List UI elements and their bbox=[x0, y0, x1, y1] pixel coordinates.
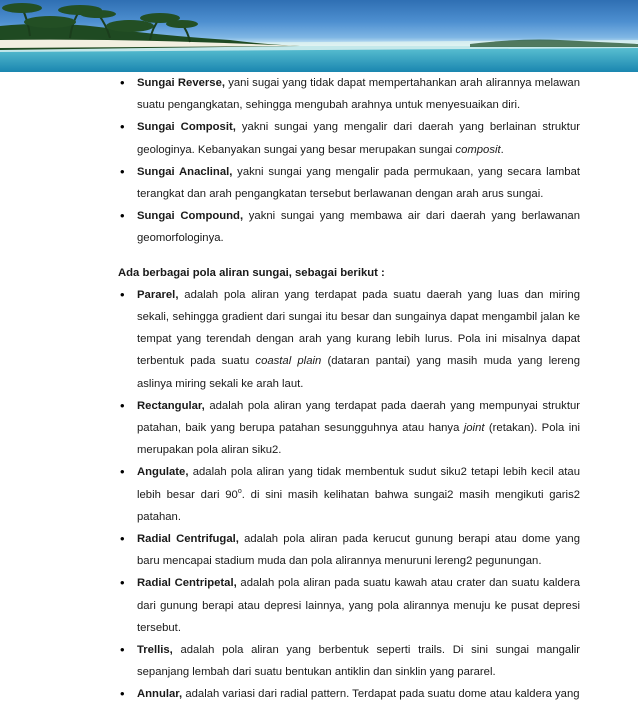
item-description: yani sugai yang tidak dapat mempertahankan arah alirannya melawan suatu pengangkatan, sehingga mengubah arahnya untuk menyesuaikan diri. bbox=[137, 77, 581, 112]
item-term: Pararel, bbox=[137, 288, 179, 301]
item-description-continued: . bbox=[500, 143, 504, 156]
item-term: Rectangular, bbox=[137, 399, 205, 412]
list-item bbox=[118, 528, 580, 572]
item-description-continued: (dataran pantai) yang masih muda yang lereng aslinya miring sekali ke arah laut. bbox=[137, 355, 580, 390]
item-term: Radial Centripetal, bbox=[137, 577, 237, 590]
section-heading: Ada berbagai pola aliran sungai, sebagai berikut : bbox=[118, 266, 385, 279]
item-term: Sungai Reverse, bbox=[137, 77, 225, 89]
item-description: adalah pola aliran yang berbentuk seperti trails. Di sini sungai mangalir sepanjang lembah dari suatu bentukan antiklin dan sinklin yang pararel. bbox=[137, 644, 580, 679]
item-italic-term: composit bbox=[455, 143, 501, 156]
item-description: adalah variasi dari radial pattern. Terdapat pada suatu dome atau kaldera yang bbox=[182, 688, 580, 701]
tropical-beach-illustration bbox=[0, 0, 638, 72]
list-item bbox=[118, 116, 580, 160]
item-term: Annular, bbox=[137, 688, 183, 701]
list-item bbox=[118, 572, 580, 639]
drainage-pattern-list bbox=[118, 284, 580, 706]
item-description: adalah pola aliran pada suatu kawah atau crater dan suatu kaldera dari gunung berapi atau depresi lainnya, yang pola alirannya menuju ke pusat depresi tersebut. bbox=[137, 577, 580, 634]
item-term: Angulate, bbox=[137, 466, 189, 479]
item-description: yakni sungai yang membawa air dari daerah yang berlawanan geomorfologinya. bbox=[137, 210, 580, 245]
item-description-continued: (retakan). Pola ini merupakan pola aliran siku2. bbox=[137, 422, 580, 457]
list-item bbox=[118, 395, 580, 462]
document-body bbox=[118, 72, 580, 706]
river-type-list bbox=[118, 72, 580, 250]
list-item bbox=[118, 639, 580, 683]
item-description: adalah pola aliran yang terdapat pada daerah yang mempunyai struktur patahan, baik yang berupa patahan sesungguhnya atau hanya bbox=[137, 399, 580, 435]
item-term: Sungai Composit, bbox=[137, 121, 236, 134]
item-term: Sungai Compound, bbox=[137, 210, 244, 223]
item-term: Sungai Anaclinal, bbox=[137, 165, 233, 178]
list-item bbox=[118, 683, 580, 705]
item-italic-term: joint bbox=[463, 422, 485, 435]
item-description: yakni sungai yang mengalir pada permukaan, yang secara lambat terangkat dan arah pengangkatan tersebut berlawanan dengan arah arus sungai. bbox=[137, 165, 580, 201]
item-term: Trellis, bbox=[137, 644, 173, 657]
item-description: yakni sungai yang mengalir dari daerah yang berlainan struktur geologinya. Kebanyakan sungai yang besar merupakan sungai bbox=[137, 121, 580, 156]
header-banner-image bbox=[0, 0, 638, 72]
list-item bbox=[118, 205, 580, 249]
item-description: adalah pola aliran yang terdapat pada suatu daerah yang luas dan miring sekali, sehingga gradient dari sungai itu besar dan sungainya dapat mengambil jalan ke tempat yang terendah dengan arah yang kurang lebih lurus. Pola ini misalnya dapat terbentuk pada suatu bbox=[137, 288, 580, 368]
item-term: Radial Centrifugal, bbox=[137, 533, 239, 546]
item-description-continued: . di sini masih kelihatan bahwa sungai2 masih mengikuti garis2 patahan. bbox=[137, 488, 580, 523]
list-item bbox=[118, 161, 580, 205]
list-item bbox=[118, 72, 580, 116]
item-italic-term: coastal plain bbox=[255, 355, 322, 368]
degree-superscript: o bbox=[237, 487, 242, 495]
list-item bbox=[118, 461, 580, 528]
item-description: adalah pola aliran pada kerucut gunung berapi atau dome yang baru mencapai stadium muda dan pola alirannya menuruni lereng2 pegunungan. bbox=[137, 533, 580, 568]
list-item bbox=[118, 284, 580, 395]
item-description: adalah pola aliran yang tidak membentuk sudut siku2 tetapi lebih kecil atau lebih besar dari 90 bbox=[137, 466, 580, 501]
